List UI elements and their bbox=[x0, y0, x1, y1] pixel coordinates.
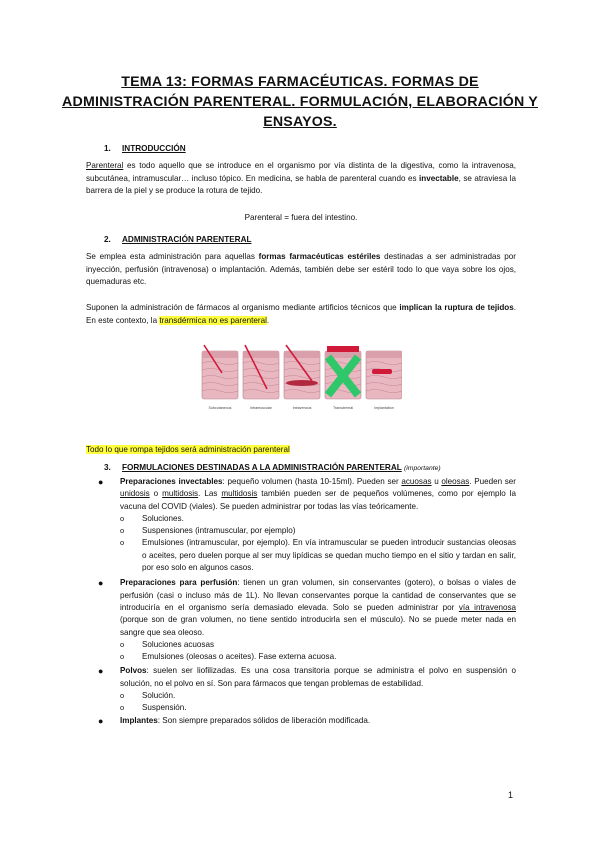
underlined-term: multidosis bbox=[162, 489, 199, 499]
highlight-note-text: Todo lo que rompa tejidos será administración parenteral bbox=[86, 445, 290, 454]
intro-text-2: , se atraviesa la barrera de la piel y se produce la rotura de tejido. bbox=[86, 173, 516, 196]
bullet-icon: ● bbox=[98, 477, 104, 487]
underlined-term: vía intravenosa bbox=[458, 602, 517, 612]
skin-panel bbox=[243, 345, 279, 410]
item-text: (porque son de gran volumen, no tiene sentido introducirla sen el músculo). No se puede meter nada en sangre que sea oleoso. bbox=[120, 615, 516, 637]
section-title: FORMULACIONES DESTINADAS A LA ADMINISTRACIÓN PARENTERAL bbox=[122, 463, 402, 472]
p2-text-2: destinadas a ser administradas por inyección, perfusión (intravenosa) o implantación. Además, también debe ser estéril todo lo que vaya sobre los ojos, quemaduras etc. bbox=[86, 252, 516, 287]
implant-icon bbox=[372, 369, 392, 374]
paragraph-ruptura bbox=[86, 302, 516, 327]
importance-tag: (importante) bbox=[404, 465, 441, 472]
circle-bullet-icon: o bbox=[120, 703, 125, 713]
circle-bullet-icon: o bbox=[120, 513, 125, 523]
item-text: u bbox=[431, 477, 442, 486]
item-text: . Las bbox=[198, 489, 222, 499]
sub-item-text: Soluciones acuosas bbox=[142, 639, 214, 649]
intro-text: es todo aquello que se introduce en el organismo por vía distinta de la digestiva, como la intravenosa, subcutánea, intramuscular… incluso tópico. En medicina, se habla de parenteral cuando es bbox=[86, 161, 516, 183]
section-heading-formulaciones bbox=[104, 463, 441, 472]
p2-text: Se emplea esta administración para aquellas bbox=[86, 252, 259, 261]
p2-bold: formas farmacéuticas estériles bbox=[258, 252, 381, 261]
circle-bullet-icon: o bbox=[120, 639, 125, 649]
circle-bullet-icon: o bbox=[120, 691, 125, 701]
section-number: 3. bbox=[104, 463, 111, 472]
skin-panel bbox=[284, 345, 320, 410]
sub-item-text: Suspensiones (intramuscular, por ejemplo) bbox=[142, 526, 296, 536]
figure-label: Subcutaneous bbox=[208, 406, 232, 410]
patch-icon bbox=[327, 346, 359, 352]
intro-bold: invectable bbox=[419, 173, 459, 183]
skin-layer bbox=[366, 351, 402, 399]
skin-layer bbox=[243, 351, 279, 399]
list-item-inyectables bbox=[86, 476, 516, 513]
sub-item-text: Soluciones. bbox=[142, 513, 184, 523]
highlighted-text: transdérmica no es parenteral bbox=[159, 315, 267, 325]
bullet-icon: ● bbox=[98, 666, 104, 677]
sub-item-text: Solución. bbox=[142, 691, 176, 701]
section-title: INTRODUCCIÓN bbox=[122, 144, 186, 153]
sub-item bbox=[86, 639, 516, 651]
section-number: 2. bbox=[104, 235, 111, 244]
section-title: ADMINISTRACIÓN PARENTERAL bbox=[122, 235, 252, 244]
item-text: : pequeño volumen (hasta 10-15ml). Pueden ser bbox=[222, 477, 402, 486]
item-label: Implantes bbox=[120, 715, 158, 725]
skin-panel bbox=[202, 345, 238, 410]
p3-bold: implican la ruptura de tejidos bbox=[399, 303, 514, 312]
administration-routes-figure bbox=[198, 343, 402, 415]
sub-item-text: Emulsiones (intramuscular, por ejemplo). En vía intramuscular se pueden introducir sustancias oleosas o aceites, pero duelen porque al ser muy lipídicas se quedan mucho tiempo en el sitio y tardan en salir, por eso solo en algunos casos. bbox=[142, 538, 516, 573]
intro-paragraph bbox=[86, 160, 516, 198]
circle-bullet-icon: o bbox=[120, 538, 125, 548]
item-text: . Pueden ser bbox=[469, 477, 517, 486]
sub-item bbox=[86, 651, 516, 663]
list-item-perfusion bbox=[86, 577, 516, 638]
sub-item bbox=[86, 525, 516, 537]
term-parenteral: Parenteral bbox=[86, 161, 124, 170]
circle-bullet-icon: o bbox=[120, 526, 125, 536]
p3-text-2: . En este contexto, la bbox=[86, 303, 516, 325]
highlight-note bbox=[86, 444, 290, 457]
underlined-term: oleosas bbox=[441, 477, 470, 486]
epidermis-layer bbox=[284, 351, 320, 358]
item-text: o bbox=[149, 489, 163, 499]
section-heading-introduccion bbox=[104, 144, 186, 153]
figure-label: Intravenous bbox=[292, 406, 312, 410]
list-item-implantes bbox=[86, 715, 516, 727]
circle-bullet-icon: o bbox=[120, 652, 125, 662]
p3-text: Suponen la administración de fármacos al organismo mediante artificios técnicos que bbox=[86, 303, 400, 312]
sub-item bbox=[86, 702, 516, 714]
epidermis-layer bbox=[202, 351, 238, 358]
skin-layer bbox=[284, 351, 320, 399]
sub-item bbox=[86, 537, 516, 574]
page-title: TEMA 13: FORMAS FARMACÉUTICAS. FORMAS DE ADMINISTRACIÓN PARENTERAL. FORMULACIÓN, ELABORACIÓN Y ENSAYOS. bbox=[62, 74, 538, 130]
sub-item bbox=[86, 690, 516, 702]
item-label: Polvos bbox=[120, 666, 147, 676]
sub-item-text: Emulsiones (oleosas o aceites). Fase externa acuosa. bbox=[142, 652, 337, 662]
item-label: Preparaciones invectables bbox=[120, 477, 223, 486]
item-text: : tienen un gran volumen, sin conservantes (gotero), o bolsas o viales de perfusión (casi o incluso más de 1L). No llevan conservantes porque la cantidad de conservantes que se introduciría en el organismo sería demasiado elevada. Solo se pueden administrar por bbox=[120, 578, 516, 612]
vein-icon bbox=[286, 380, 318, 386]
page-number: 1 bbox=[508, 790, 514, 800]
list-item-polvos bbox=[86, 665, 516, 690]
formulations-list bbox=[86, 476, 516, 727]
item-text: también pueden ser de pequeños volúmenes, como por ejemplo la vacuna del COVID (viales). Se pueden administrar por todas las vías teóricamente. bbox=[120, 489, 517, 511]
underlined-term: unidosis bbox=[120, 489, 150, 499]
bullet-icon: ● bbox=[98, 578, 104, 589]
skin-layer bbox=[202, 351, 238, 399]
skin-panel bbox=[325, 346, 361, 410]
p3-text-3: . bbox=[266, 315, 270, 325]
underlined-term: acuosas bbox=[401, 477, 432, 486]
sub-item bbox=[86, 513, 516, 525]
figure-label: Intramuscular bbox=[250, 406, 272, 410]
section-number: 1. bbox=[104, 144, 111, 153]
paragraph-esteriles bbox=[86, 251, 516, 289]
bullet-icon: ● bbox=[98, 715, 104, 726]
epidermis-layer bbox=[366, 351, 402, 358]
item-text: : suelen ser liofilizadas. Es una cosa transitoria porque se administra el polvo en suspensión o solución, no el polvo en sí. Son para fármacos que tengan problemas de estabilidad. bbox=[120, 666, 516, 688]
figure-label: Implantation bbox=[374, 406, 394, 410]
section-heading-administracion bbox=[104, 235, 251, 244]
figure-label: Transdermal bbox=[332, 406, 354, 410]
sub-item-text: Suspensión. bbox=[142, 703, 187, 713]
item-label: Preparaciones para perfusión bbox=[120, 578, 238, 588]
underlined-term: multidosis bbox=[221, 489, 258, 499]
skin-panel bbox=[366, 351, 402, 410]
item-text: : Son siempre preparados sólidos de liberación modificada. bbox=[157, 715, 371, 725]
definition-line: Parenteral = fuera del intestino. bbox=[244, 213, 358, 222]
